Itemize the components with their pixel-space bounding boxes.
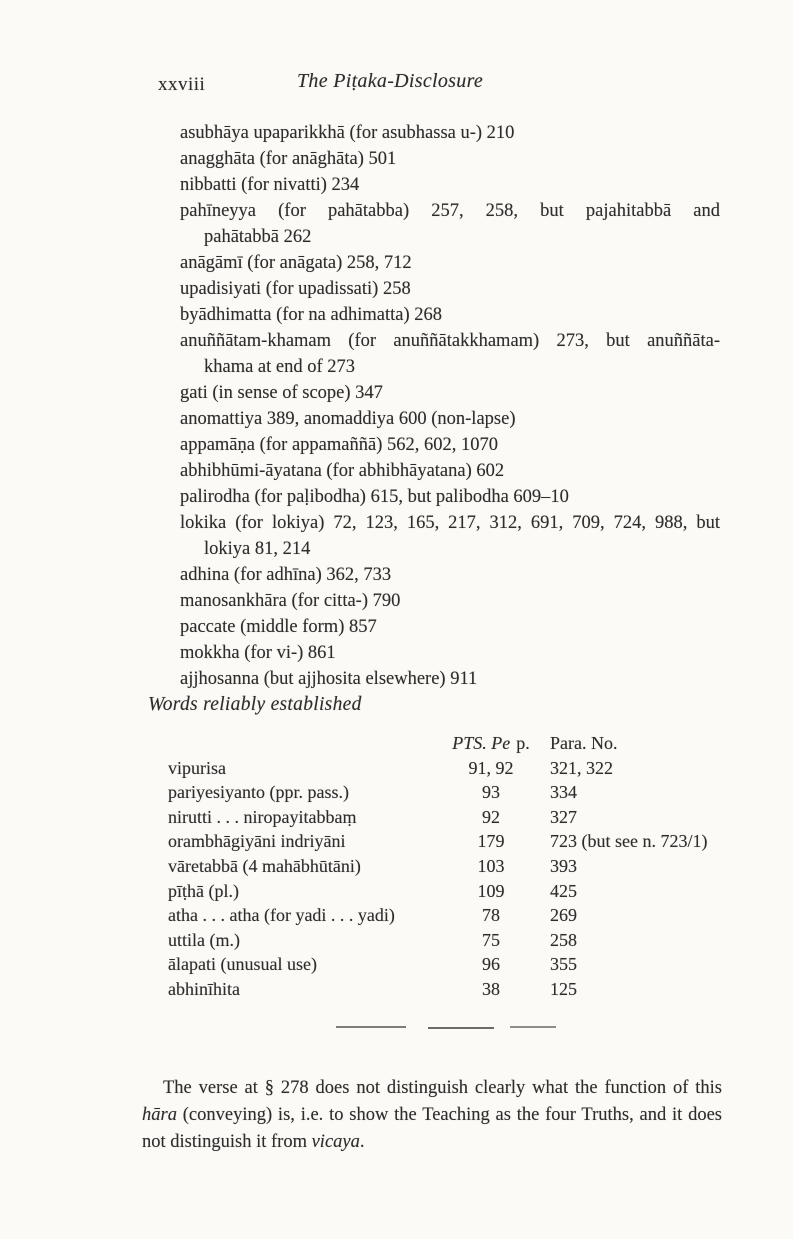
divider-segment (428, 1027, 494, 1029)
table-row (168, 952, 707, 977)
para-no-cell: 723 (but see n. 723/1) (550, 831, 708, 852)
word-variant-item (180, 146, 720, 172)
word-variant-text: byādhimatta (for na adhimatta) 268 (180, 305, 442, 325)
divider-segment (510, 1026, 556, 1028)
italic-term: hāra (142, 1104, 177, 1125)
pts-page-column-header (436, 731, 546, 756)
word-cell: pariyesiyanto (ppr. pass.) (168, 782, 349, 803)
word-cell: orambhāgiyāni indriyāni (168, 831, 346, 852)
word-variant-text: asubhāya upaparikkhā (for asubhassa u-) 210 (180, 123, 515, 143)
word-variant-item (180, 588, 720, 614)
word-variant-text: adhina (for adhīna) 362, 733 (180, 565, 392, 585)
paragraph-text: (conveying) is, i.e. to show the Teaching as the four Truths, and it does not distinguish it from (142, 1104, 722, 1152)
word-variant-item (180, 120, 720, 146)
word-variant-line1: pahīneyya (for pahātabba) 257, 258, but pajahitabbā and (180, 201, 720, 221)
word-variant-text: anāgāmī (for anāgata) 258, 712 (180, 253, 412, 273)
word-variant-item (180, 640, 720, 666)
word-variant-text: gati (in sense of scope) 347 (180, 383, 383, 403)
word-cell: pīṭhā (pl.) (168, 880, 239, 901)
paragraph-text: . (359, 1131, 365, 1152)
word-variant-text: manosankhāra (for citta-) 790 (180, 591, 401, 611)
pts-page-cell: 38 (482, 978, 500, 999)
word-variant-text: upadisiyati (for upadissati) 258 (180, 279, 411, 299)
word-column-header (168, 731, 436, 756)
word-variant-item (180, 172, 720, 198)
word-variant-text: anomattiya 389, anomaddiya 600 (non-lapse) (180, 409, 516, 429)
para-no-cell: 355 (550, 954, 577, 975)
established-words-table (168, 731, 707, 1002)
para-no-column-header: Para. No. (550, 733, 618, 753)
paragraph-text: The verse at § 278 does not distinguish clearly what the function of this (163, 1077, 722, 1098)
table-row (168, 903, 707, 928)
word-cell: vāretabbā (4 mahābhūtāni) (168, 855, 361, 876)
pts-page-cell: 96 (482, 954, 500, 975)
closing-paragraph (142, 1075, 722, 1156)
page-number: xxviii (158, 74, 206, 95)
word-variant-item (180, 484, 720, 510)
table-row (168, 780, 707, 805)
word-variant-item (180, 406, 720, 432)
word-variant-line2: khama at end of 273 (204, 357, 356, 377)
divider-segment (336, 1026, 406, 1028)
word-variant-item (180, 432, 720, 458)
word-variant-item (180, 198, 720, 250)
pts-header-italic: PTS. Pe (452, 733, 511, 753)
italic-term: vicaya (311, 1131, 360, 1152)
word-variant-text: abhibhūmi-āyatana (for abhibhāyatana) 602 (180, 461, 505, 481)
word-variant-text: ajjhosanna (but ajjhosita elsewhere) 911 (180, 669, 478, 689)
pts-page-cell: 75 (482, 929, 500, 950)
word-variant-text: nibbatti (for nivatti) 234 (180, 175, 360, 195)
word-variant-text: appamāṇa (for appamaññā) 562, 602, 1070 (180, 435, 498, 455)
para-no-cell: 269 (550, 905, 577, 926)
para-no-cell: 327 (550, 806, 577, 827)
word-variant-item (180, 666, 720, 692)
pts-header-roman: p. (516, 733, 530, 753)
para-no-cell: 125 (550, 978, 577, 999)
word-variant-list (180, 120, 720, 692)
word-variant-text: palirodha (for paḷibodha) 615, but palibodha 609–10 (180, 487, 569, 507)
word-variant-text: anagghāta (for anāghāta) 501 (180, 149, 397, 169)
pts-page-cell: 93 (482, 782, 500, 803)
para-no-cell: 334 (550, 782, 577, 803)
word-variant-item (180, 250, 720, 276)
word-variant-item (180, 458, 720, 484)
pts-page-cell: 103 (477, 855, 505, 876)
table-row (168, 756, 707, 781)
word-cell: vipurisa (168, 757, 226, 778)
table-row (168, 928, 707, 953)
word-variant-item (180, 614, 720, 640)
word-variant-item (180, 276, 720, 302)
section-heading: Words reliably established (148, 694, 362, 715)
word-cell: ālapati (unusual use) (168, 954, 317, 975)
para-no-cell: 258 (550, 929, 577, 950)
section-divider (336, 1026, 556, 1029)
table-row (168, 879, 707, 904)
word-cell: abhinīhita (168, 978, 240, 999)
pts-page-cell: 109 (477, 880, 505, 901)
word-variant-item (180, 510, 720, 562)
word-cell: nirutti . . . niropayitabbaṃ (168, 806, 357, 827)
table-header-row (168, 731, 707, 756)
table-row (168, 805, 707, 830)
running-title: The Piṭaka-Disclosure (297, 70, 484, 92)
word-variant-item (180, 562, 720, 588)
pts-page-cell: 92 (482, 806, 500, 827)
pts-page-cell: 91, 92 (468, 757, 514, 778)
word-variant-line1: lokika (for lokiya) 72, 123, 165, 217, 312, 691, 709, 724, 988, but (180, 513, 720, 533)
word-variant-item (180, 328, 720, 380)
para-no-cell: 393 (550, 855, 577, 876)
pts-page-cell: 179 (477, 831, 505, 852)
word-variant-item (180, 380, 720, 406)
pts-page-cell: 78 (482, 905, 500, 926)
word-cell: uttila (m.) (168, 929, 240, 950)
word-variant-text: paccate (middle form) 857 (180, 617, 377, 637)
word-cell: atha . . . atha (for yadi . . . yadi) (168, 905, 395, 926)
word-variant-line2: lokiya 81, 214 (204, 539, 311, 559)
para-no-cell: 321, 322 (550, 757, 613, 778)
table-row (168, 854, 707, 879)
table-row (168, 829, 707, 854)
word-variant-item (180, 302, 720, 328)
word-variant-line2: pahātabbā 262 (204, 227, 312, 247)
table-row (168, 977, 707, 1002)
word-variant-text: mokkha (for vi-) 861 (180, 643, 336, 663)
word-variant-line1: anuññātam-khamam (for anuññātakkhamam) 273, but anuññāta- (180, 331, 720, 351)
para-no-cell: 425 (550, 880, 577, 901)
